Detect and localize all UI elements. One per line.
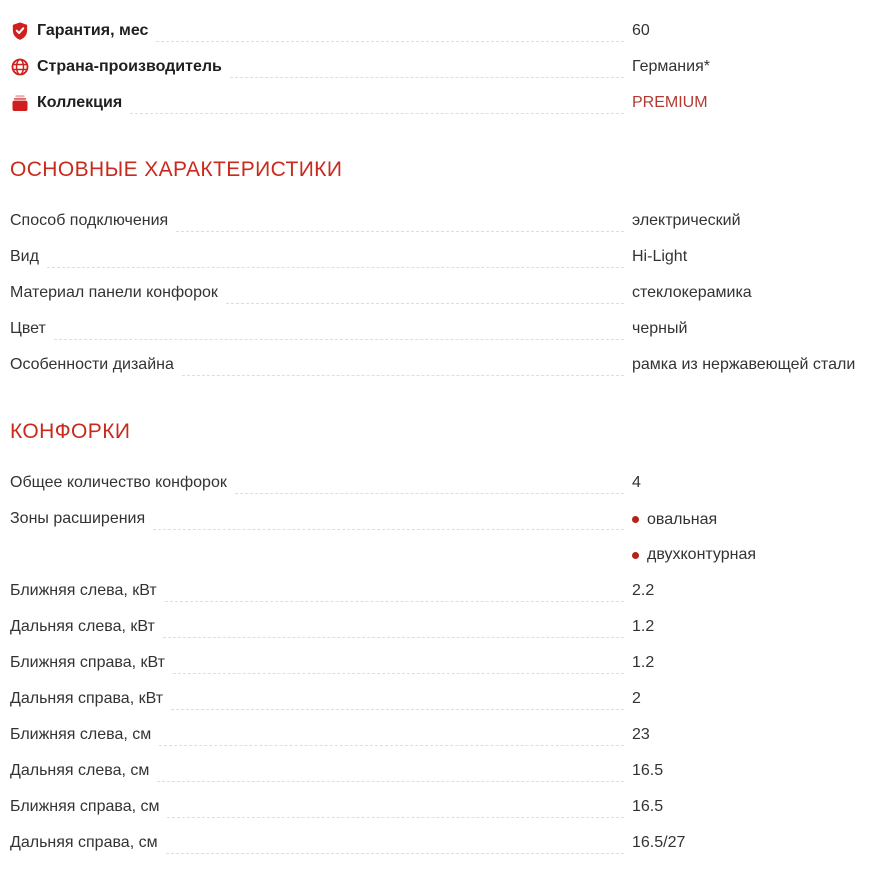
- section-title: КОНФОРКИ: [10, 420, 131, 443]
- spec-label: Цвет: [10, 320, 46, 337]
- spec-row: [10, 465, 877, 501]
- spec-label: Ближняя справа, кВт: [10, 654, 165, 671]
- globe-icon: [10, 56, 30, 78]
- spec-value-cell: [632, 717, 877, 753]
- spec-row: [10, 239, 877, 275]
- spec-row: [10, 275, 877, 311]
- spec-value-cell: [632, 311, 877, 347]
- leader-line: [159, 745, 624, 746]
- spec-value-cell: [632, 347, 877, 383]
- leader-line: [157, 781, 624, 782]
- spec-value: 1.2: [632, 654, 655, 671]
- spec-value-cell: [632, 203, 877, 239]
- spec-value-cell: [632, 645, 877, 681]
- spec-row: [10, 609, 877, 645]
- spec-row: [10, 753, 877, 789]
- leader-line: [156, 41, 624, 42]
- spec-value-cell: [632, 239, 877, 275]
- spec-value-cell: [632, 609, 877, 645]
- spec-value: 23: [632, 726, 650, 743]
- spec-label: Способ подключения: [10, 212, 169, 229]
- leader-line: [235, 493, 624, 494]
- spec-label: Ближняя слева, кВт: [10, 582, 157, 599]
- spec-value: овальная: [647, 510, 718, 528]
- spec-value: Hi-Light: [632, 248, 688, 265]
- top-attributes-block: [10, 13, 877, 121]
- leader-line: [176, 231, 624, 232]
- spec-row: [10, 573, 877, 609]
- attr-label: Коллекция: [37, 94, 123, 111]
- spec-value: двухконтурная: [647, 546, 757, 563]
- spec-value-cell: [632, 275, 877, 311]
- attr-row-country: [10, 49, 877, 85]
- spec-value: черный: [632, 320, 688, 337]
- spec-row: [10, 347, 877, 383]
- spec-row: [10, 537, 877, 573]
- spec-value: стеклокерамика: [632, 284, 752, 301]
- spec-value-cell: [632, 537, 877, 573]
- spec-value-cell: [632, 573, 877, 609]
- spec-value-cell: [632, 753, 877, 789]
- bullet-icon: [632, 552, 639, 559]
- spec-value: 16.5/27: [632, 834, 686, 851]
- spec-label: Вид: [10, 248, 39, 265]
- leader-line: [165, 601, 624, 602]
- spec-label: Дальняя справа, кВт: [10, 690, 164, 707]
- leader-line: [226, 303, 624, 304]
- spec-row: [10, 717, 877, 753]
- spec-value-cell: [632, 825, 877, 861]
- leader-line: [171, 709, 624, 710]
- attr-row-warranty: [10, 13, 877, 49]
- leader-line: [230, 77, 624, 78]
- spec-label: Ближняя справа, см: [10, 798, 160, 815]
- attr-label: Гарантия, мес: [37, 22, 149, 39]
- spec-rows-container: [10, 203, 877, 383]
- spec-rows-container: [10, 465, 877, 861]
- leader-line: [153, 529, 624, 530]
- shield-check-icon: [10, 20, 30, 42]
- spec-value-cell: [632, 789, 877, 825]
- spec-label: Дальняя слева, кВт: [10, 618, 155, 635]
- spec-row: [10, 203, 877, 239]
- attr-value: Германия*: [632, 58, 710, 75]
- spec-label: Ближняя слева, см: [10, 726, 152, 743]
- spec-value: рамка из нержавеющей стали: [632, 356, 856, 373]
- section-title: ОСНОВНЫЕ ХАРАКТЕРИСТИКИ: [10, 158, 343, 181]
- spec-value: 16.5: [632, 798, 664, 815]
- spec-value-cell: [632, 465, 877, 501]
- collection-icon: [10, 92, 30, 114]
- leader-line: [54, 339, 624, 340]
- spec-label: Материал панели конфорок: [10, 284, 218, 301]
- spec-value: 2: [632, 690, 641, 707]
- leader-line: [163, 637, 624, 638]
- spec-row: [10, 645, 877, 681]
- leader-line: [166, 853, 624, 854]
- spec-label: Зоны расширения: [10, 510, 146, 527]
- leader-line: [182, 375, 624, 376]
- section-burners: [10, 421, 877, 861]
- spec-row: [10, 789, 877, 825]
- collection-premium-link[interactable]: PREMIUM: [632, 94, 708, 111]
- spec-value: 1.2: [632, 618, 655, 635]
- spec-label: Общее количество конфорок: [10, 474, 227, 491]
- attr-value: 60: [632, 22, 650, 39]
- spec-value: 4: [632, 474, 641, 491]
- spec-value: 2.2: [632, 582, 655, 599]
- spec-value-cell: [632, 681, 877, 717]
- spec-row: [10, 681, 877, 717]
- spec-value: электрический: [632, 212, 741, 229]
- spec-label: Дальняя слева, см: [10, 762, 150, 779]
- leader-line: [167, 817, 624, 818]
- spec-label: Особенности дизайна: [10, 356, 174, 373]
- spec-row: [10, 825, 877, 861]
- leader-line: [130, 113, 624, 114]
- leader-line: [47, 267, 624, 268]
- bullet-icon: [632, 516, 639, 523]
- spec-label: Дальняя справа, см: [10, 834, 158, 851]
- spec-value-cell: [632, 502, 877, 538]
- leader-line: [173, 673, 624, 674]
- attr-label: Страна-производитель: [37, 58, 222, 75]
- attr-row-collection: [10, 85, 877, 121]
- section-main-characteristics: [10, 159, 877, 383]
- spec-row: [10, 501, 877, 537]
- spec-row: [10, 311, 877, 347]
- spec-value: 16.5: [632, 762, 664, 779]
